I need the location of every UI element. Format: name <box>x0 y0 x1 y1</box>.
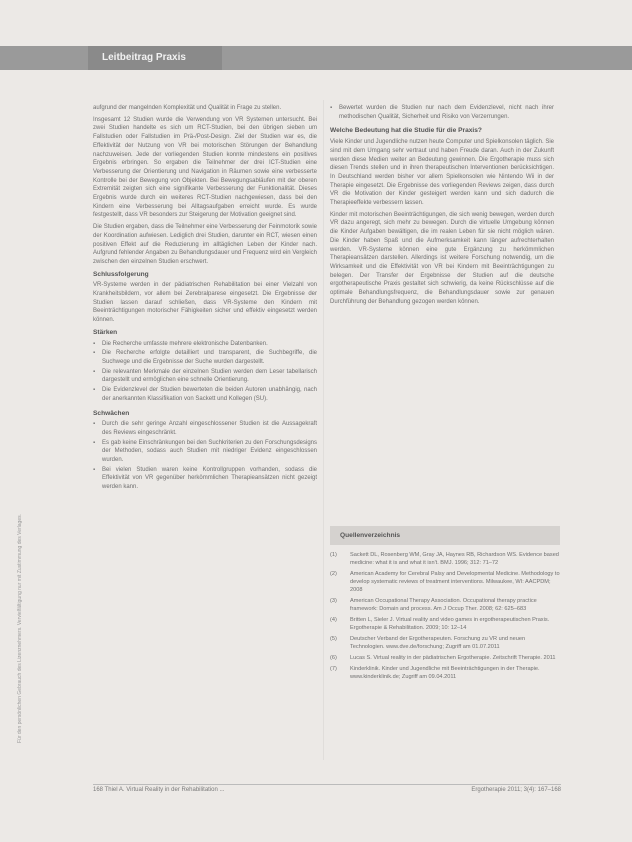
list-item: ▪ Die Recherche umfasste mehrere elektronische Datenbanken. <box>93 340 317 349</box>
footer-citation: 168 Thiel A. Virtual Reality in der Rehabilitation ... <box>93 787 225 793</box>
footer <box>93 787 561 793</box>
paragraph: Insgesamt 12 Studien wurde die Verwendung von VR Systemen untersucht. Bei zwei Studien handelte es sich um RCT-Studien, bei den übrigen sieben um Fallstudien oder Fallstudien im Prä-/Post-Design. Ziel der Studien war es, die Effektivität der Nutzung von VR bei motorischen Störungen der Behandlung nachzuweisen. Jede der vorliegenden Studien konnte mindestens ein positives Ergebnis erbringen. So ergaben die Teilnehmer der drei ICT-Studien eine Verbesserung der Orientierung und Navigation in Räumen sowie eine verbesserte Kontrolle bei der Bewegung von Objekten. Bei Bewegungsabläufen mit der oberen Extremität zeigten sich eine signifikante Verbesserung der Funktionalität. Dieses Ergebnis wurde durch ein weiteres RCT-Studien nachgewiesen, dass bei den Kindern eine Verbesserung bei Alltagsaufgaben erreicht wurde. Es wurde festgestellt, dass VR besonders zur Steigerung der Motivation geeignet sind. <box>93 116 317 219</box>
staerken-list <box>93 340 317 404</box>
reference-item: (6) Lucas S. Virtual reality in der pädiatrischen Ergotherapie. Zeitschrift Therapie. 2011 <box>330 655 556 661</box>
footer-rule <box>93 784 561 785</box>
paragraph: aufgrund der mangelnden Komplexität und Qualität in Frage zu stellen. <box>93 105 282 111</box>
reference-item: (5) Deutscher Verband der Ergotherapeuten. Forschung zu VR und neuen Technologien. www.dve.de/forschung; Zugriff am 01.07.2011 <box>330 636 526 650</box>
list-item: ▪ Durch die sehr geringe Anzahl eingeschlossener Studien ist die Aussagekraft des Reviews eingeschränkt. <box>93 420 317 437</box>
paragraph: Die Studien ergaben, dass die Teilnehmer eine Verbesserung der Feinmotorik sowie der Koordination aufwiesen. Lediglich drei Studien, darunter ein RCT, wiesen einen positiven Effekt auf die Reduzierung im alltäglichen Leben der Kinder nach. Aufgrund fehlender Angaben zu Behandlungsdauer und Frequenz wird ein Vergleich zwischen den einzelnen Studien erschwert. <box>93 224 317 265</box>
heading-schwaechen: Schwächen <box>93 409 130 417</box>
column-divider <box>323 100 324 760</box>
paragraph: Viele Kinder und Jugendliche nutzen heute Computer und Spielkonsolen täglich. Sie sind mit dem Umgang sehr vertraut und haben Freude daran. Auch in der Zukunft werden diese Medien weiter an Bedeutung gewinnen. Die Ergotherapie muss sich diesen Trends stellen und in ihren therapeutischen Interventionen berücksichtigen. In Deutschland werden bisher vor allem Spielkonsolen wie Nintendo Wii in der Therapie eingesetzt. Die Ergebnisse des vorliegenden Reviews zeigen, dass durch VR die Motivation der Kinder gesteigert werden kann und sich dadurch die Therapieeffekte verbessern lassen. <box>330 139 554 207</box>
reference-item: (3) American Occupational Therapy Association. Occupational therapy practice framework: Domain and process. Am J Occup Ther. 2008; 62: 625–683 <box>330 598 537 612</box>
paragraph: Kinder mit motorischen Beeinträchtigungen, die sich wenig bewegen, werden durch VR dazu angeregt, sich mehr zu bewegen. Durch die virtuelle Umgebung können die Kinder Aufgaben bewältigen, die im realen Leben für sie nicht möglich wären. Die Kinder haben Spaß und die Aufmerksamkeit kann länger aufrechterhalten werden. VR-Systeme können eine gute Ergänzung zu herkömmlichen Therapieansätzen darstellen. Allerdings ist weitere Forschung notwendig, um die Wirksamkeit und die Effektivität von VR bei Kindern mit Beeinträchtigungen zu belegen. Der Transfer der Ergebnisse der Studien auf die deutsche ergotherapeutische Praxis gestaltet sich schwierig, da keine Rückschlüsse auf die optimale Behandlungsfrequenz, die Behandlungsdauer sowie zur genauen Durchführung der Behandlung gezogen werden können. <box>330 211 554 305</box>
section-label: Leitbeitrag Praxis <box>88 46 222 70</box>
right-column <box>330 104 554 309</box>
list-item: ▪ Bei vielen Studien waren keine Kontrollgruppen vorhanden, sodass die Effektivität von VR gegenüber herkömmlichen Therapieansätzen nicht gezeigt werden kann. <box>93 466 317 492</box>
heading-bedeutung: Welche Bedeutung hat die Studie für die Praxis? <box>330 127 482 135</box>
list-item: ▪ Die Evidenzlevel der Studien bewerteten die beiden Autoren unabhängig, nach der anerkannten Klassifikation von Sackett und Kollegen (SU). <box>93 386 317 403</box>
heading-schlussfolgerung: Schlussfolgerung <box>93 270 149 278</box>
reference-item: (1) Sackett DL, Rosenberg WM, Gray JA, Haynes RB, Richardson WS. Evidence based medicine: what it is and what it isn't. BMJ. 1996; 312: 71–72 <box>330 552 559 566</box>
heading-staerken: Stärken <box>93 328 118 336</box>
references-title: Quellenverzeichnis <box>330 526 560 545</box>
list-item: ▪ Es gab keine Einschränkungen bei den Suchkriterien zu den Forschungsdesigns der Methoden, sodass auch Studien mit niedriger Evidenz eingeschlossen wurden. <box>93 439 317 465</box>
section-banner <box>0 46 632 70</box>
list-item: ▪ Die Recherche erfolgte detailliert und transparent, die Suchbegriffe, die Suchwege und die Ergebnisse der Suche wurden dargestellt. <box>93 349 317 366</box>
list-item: ▪ Bewertet wurden die Studien nur nach dem Evidenzlevel, nicht nach ihrer methodischen Qualität, Sicherheit und Risiko von Verzerrungen. <box>330 104 554 121</box>
side-copyright-note: Für den persönlichen Gebrauch des Lizenznehmers. Vervielfältigung nur mit Zustimmung des Verlages. <box>17 513 23 743</box>
references-box <box>330 526 560 684</box>
reference-item: (4) Britten L, Sieler J. Virtual reality and video games in ergotherapeutischen Praxis. Ergotherapie & Rehabilitation. 2009; 10: 12–14 <box>330 617 550 631</box>
left-column <box>93 104 317 498</box>
reference-item: (7) Kinderklinik. Kinder und Jugendliche mit Beeinträchtigungen in der Therapie. www.kinderklinik.de; Zugriff am 09.04.2011 <box>330 666 540 680</box>
schwaechen-list <box>93 420 317 492</box>
references-list <box>330 551 560 681</box>
schwaechen-list-continued <box>330 104 554 121</box>
reference-item: (2) American Academy for Cerebral Palsy and Developmental Medicine. Methodology to develop systematic reviews of treatment interventions. Milwaukee, WI: AACPDM; 2008 <box>330 571 560 593</box>
list-item: ▪ Die relevanten Merkmale der einzelnen Studien werden dem Leser tabellarisch dargestellt und ermöglichen eine schnelle Orientierung. <box>93 368 317 385</box>
paragraph: VR-Systeme werden in der pädiatrischen Rehabilitation bei einer Vielzahl von Krankheitsbildern, vor allem bei Zerebralparese eingesetzt. Die Ergebnisse der Studien lassen darauf schließen, dass VR-Systeme den Kindern mit Beeinträchtigungen motorischer Fähigkeiten sicher und effektiv eingesetzt werden können. <box>93 282 317 324</box>
footer-journal: Ergotherapie 2011; 3(4): 167–168 <box>471 787 561 793</box>
